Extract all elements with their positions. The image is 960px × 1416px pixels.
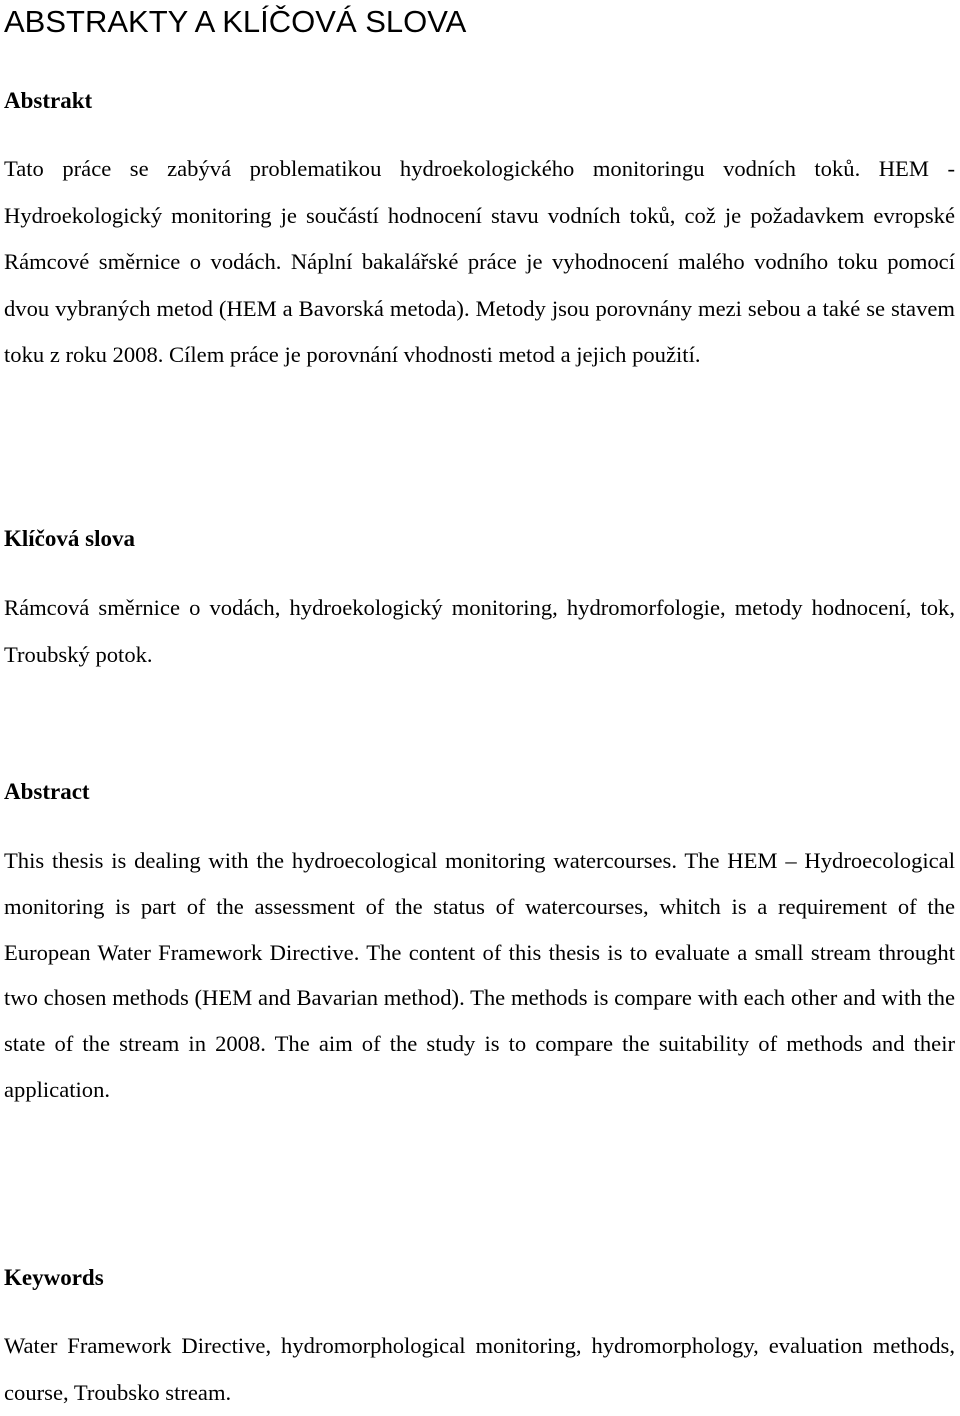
klicova-slova-heading: Klíčová slova bbox=[4, 526, 135, 551]
page-title: ABSTRAKTY A KLÍČOVÁ SLOVA bbox=[4, 4, 467, 39]
abstrakt-heading: Abstrakt bbox=[4, 88, 93, 113]
document-page bbox=[4, 0, 956, 1408]
abstract-heading: Abstract bbox=[4, 779, 90, 804]
keywords-text: Water Framework Directive, hydromorphological monitoring, hydromorphology, evaluation methods, course, Troubsko stream. bbox=[4, 1333, 955, 1405]
keywords-heading: Keywords bbox=[4, 1265, 104, 1290]
klicova-slova-text: Rámcová směrnice o vodách, hydroekologický monitoring, hydromorfologie, metody hodnocení, tok, Troubský potok. bbox=[4, 595, 955, 667]
abstrakt-text: Tato práce se zabývá problematikou hydroekologického monitoringu vodních toků. HEM - Hydroekologický monitoring je součástí hodnocení stavu vodních toků, což je požadavkem evropské Rámcové směrnice o vodách. Náplní bakalářské práce je vyhodnocení malého vodního toku pomocí dvou vybraných metod (HEM a Bavorská metoda). Metody jsou porovnány mezi sebou a také se stavem toku z roku 2008. Cílem práce je porovnání vhodnosti metod a jejich použití. bbox=[4, 156, 955, 368]
abstract-text: This thesis is dealing with the hydroecological monitoring watercourses. The HEM – Hydroecological monitoring is part of the assessment of the status of watercourses, whitch is a requirement of the European Water Framework Directive. The content of this thesis is to evaluate a small stream throught two chosen methods (HEM and Bavarian method). The methods is compare with each other and with the state of the stream in 2008. The aim of the study is to compare the suitability of methods and their application. bbox=[4, 848, 955, 1102]
